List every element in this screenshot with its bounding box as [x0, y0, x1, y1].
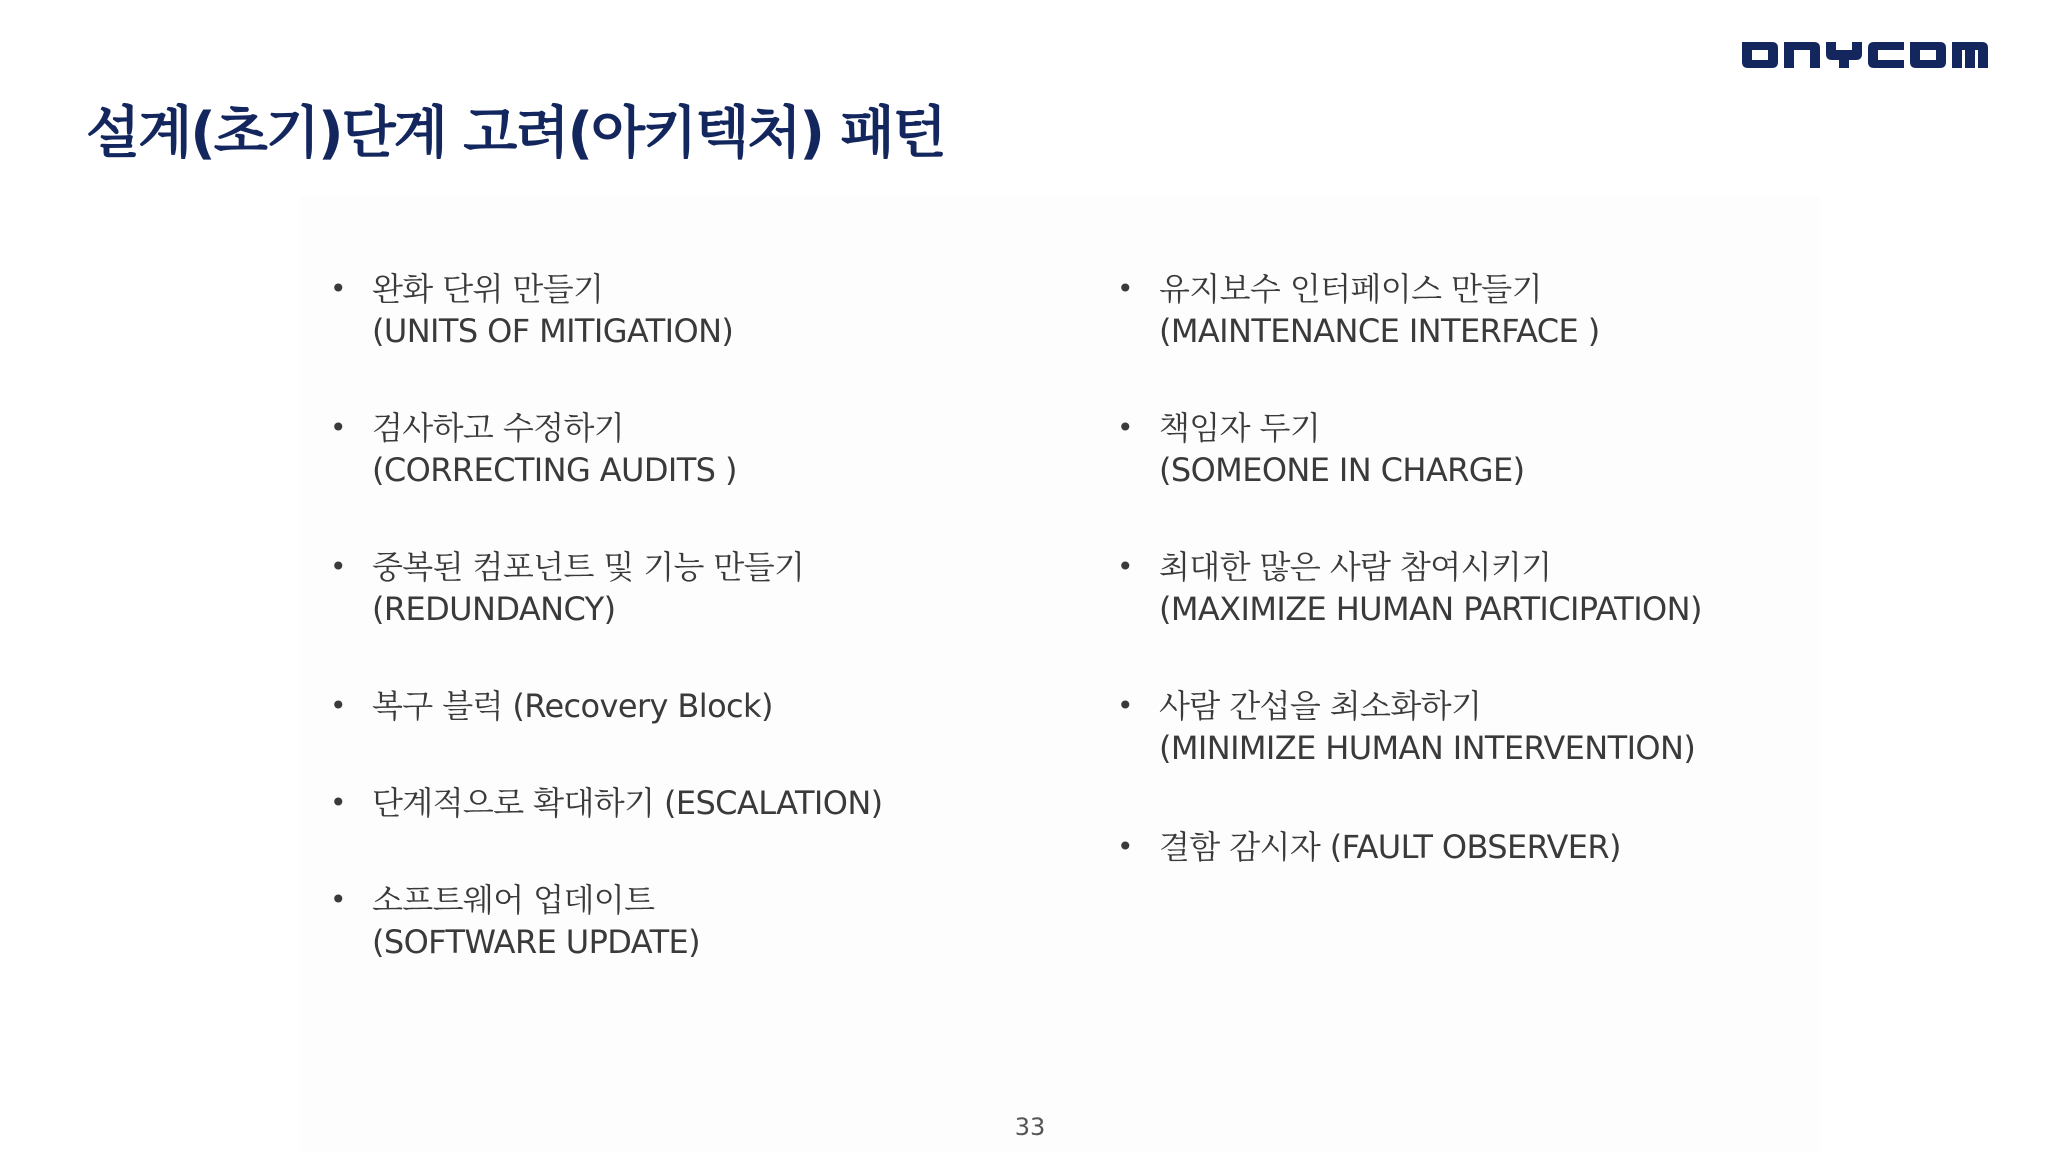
item-korean: 최대한 많은 사람 참여시키기: [1159, 548, 1552, 586]
item-korean: 책임자 두기: [1159, 409, 1321, 447]
item-english: (MAXIMIZE HUMAN PARTICIPATION): [1159, 590, 1702, 628]
item-english: (UNITS OF MITIGATION): [372, 312, 734, 350]
item-text: 단계적으로 확대하기 (ESCALATION): [372, 784, 883, 822]
item-english: (MINIMIZE HUMAN INTERVENTION): [1159, 729, 1696, 767]
bullet-icon: •: [330, 272, 346, 305]
item-english: (MAINTENANCE INTERFACE ): [1159, 312, 1600, 350]
bullet-icon: •: [1117, 272, 1133, 305]
item-text: 결함 감시자 (FAULT OBSERVER): [1159, 828, 1621, 866]
page-number: 33: [1014, 1113, 1046, 1141]
list-item: [1117, 546, 1897, 630]
item-english: (SOFTWARE UPDATE): [372, 923, 701, 961]
bullet-icon: •: [1117, 411, 1133, 444]
list-item: [330, 546, 1110, 630]
list-item: [330, 268, 1110, 352]
item-korean: 사람 간섭을 최소화하기: [1159, 687, 1482, 725]
item-english: (REDUNDANCY): [372, 590, 616, 628]
bullet-icon: •: [330, 883, 346, 916]
bullet-icon: •: [1117, 830, 1133, 863]
onycom-logo: [1738, 38, 1990, 72]
left-pattern-list: [330, 268, 1110, 963]
bullet-icon: •: [1117, 689, 1133, 722]
right-pattern-list: [1117, 268, 1897, 868]
list-item: [1117, 268, 1897, 352]
item-korean: 중복된 컴포넌트 및 기능 만들기: [372, 548, 805, 586]
bullet-icon: •: [330, 411, 346, 444]
item-korean: 소프트웨어 업데이트: [372, 881, 655, 919]
item-korean: 검사하고 수정하기: [372, 409, 625, 447]
list-item: [1117, 407, 1897, 491]
list-item: [330, 879, 1110, 963]
list-item: [330, 407, 1110, 491]
list-item: [330, 782, 1110, 824]
list-item: [330, 685, 1110, 727]
list-item: [1117, 826, 1897, 868]
item-english: (CORRECTING AUDITS ): [372, 451, 737, 489]
bullet-icon: •: [330, 786, 346, 819]
item-text: 복구 블럭 (Recovery Block): [372, 687, 773, 725]
bullet-icon: •: [330, 550, 346, 583]
item-korean: 유지보수 인터페이스 만들기: [1159, 270, 1542, 308]
list-item: [1117, 685, 1897, 769]
item-english: (SOMEONE IN CHARGE): [1159, 451, 1525, 489]
slide-title: 설계(초기)단계 고려(아키텍처) 패턴: [86, 101, 945, 166]
bullet-icon: •: [330, 689, 346, 722]
bullet-icon: •: [1117, 550, 1133, 583]
item-korean: 완화 단위 만들기: [372, 270, 604, 308]
